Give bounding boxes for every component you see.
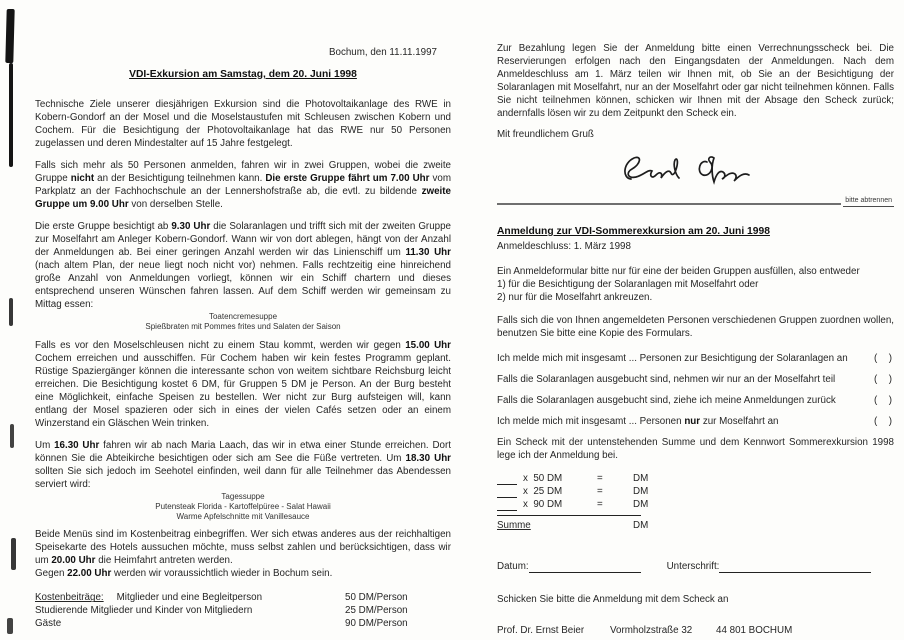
paragraph-goals: Technische Ziele unserer diesjährigen Exkursion sind die Photovoltaikanlage des RWE in Kobern-Gondorf an der Mosel und die Moselstaustufen mit Schleusen zwischen Kobern und Cochem. Für die Besichtigung der Photovoltaikanlage hat das RWE nur 50 Personen zugelassen und deren Mindestalter auf 15 Jahre festgelegt. — [35, 99, 451, 149]
signature-blank-field — [719, 562, 871, 573]
scan-artifact — [11, 538, 16, 570]
date-signature-row — [497, 560, 894, 573]
paragraph-groups: Falls sich mehr als 50 Personen anmelden, fahren wir in zwei Gruppen, wobei die zweite Gruppe nicht an der Besichtigung teilnehmen kann. Die erste Gruppe fährt um 7.00 Uhr vom Parkplatz an der Fachhochschule an der Lennershofstraße ab, die evtl. zu bildende zweite Gruppe um 9.00 Uhr von derselben Stelle. — [35, 160, 451, 210]
sum-total-row — [497, 515, 649, 532]
date-blank-field — [529, 562, 641, 573]
checkbox-field: ( ) — [874, 374, 894, 385]
cut-here-label: bitte abtrennen — [843, 197, 894, 207]
checkbox-field: ( ) — [874, 353, 894, 364]
equals-sign: = — [597, 473, 603, 484]
sum-row — [497, 472, 894, 485]
cost-row — [35, 591, 451, 604]
paragraph-dinner-cost: Beide Menüs sind im Kostenbeitrag einbegriffen. Wer sich etwas anderes aus der reichhaltigen Speisekarte des Hotels aussuchen möchte, muss selbst zahlen und berücksichtigen, dass wir um 20.00 Uhr die Heimfahrt antreten werden. — [35, 529, 451, 567]
lunch-menu-line: Spießbraten mit Pommes frites und Salaten der Saison — [145, 322, 341, 332]
sum-total: DM — [633, 473, 649, 484]
option-label: Ich melde mich mit insgesamt ... Personen zur Besichtigung der Solaranlagen an — [497, 353, 848, 364]
address-street: Vormholzstraße 32 — [610, 625, 693, 636]
sum-total: DM — [633, 486, 649, 497]
sum-unit: x 25 DM — [523, 486, 563, 497]
signature-label: Unterschrift: — [666, 561, 720, 572]
cost-row — [35, 604, 451, 617]
costs-label: Kostenbeiträge: — [35, 592, 104, 604]
letter-title: VDI-Exkursion am Samstag, dem 20. Juni 1998 — [129, 69, 357, 80]
form-option-fallback-boat — [497, 373, 894, 386]
dinner-menu-line: Warme Apfelschnitte mit Vanillesauce — [176, 512, 310, 522]
dinner-menu-line: Putensteak Florida - Kartoffelpüree - Salat Hawaii — [155, 501, 331, 511]
scan-artifact — [5, 9, 14, 63]
cost-price: 50 DM/Person — [345, 592, 408, 604]
form-intro-line: 1) für die Besichtigung der Solaranlagen mit Moselfahrt oder — [497, 279, 759, 290]
form-title: Anmeldung zur VDI-Sommerexkursion am 20. Juni 1998 — [497, 226, 770, 237]
scan-artifact — [7, 618, 13, 634]
quantity-blank-field — [497, 500, 517, 511]
form-deadline: Anmeldeschluss: 1. März 1998 — [497, 241, 631, 252]
address-name: Prof. Dr. Ernst Beier — [497, 625, 585, 636]
form-option-boat-only — [497, 415, 894, 428]
dinner-menu — [35, 492, 451, 523]
equals-sign: = — [597, 499, 603, 510]
paragraph-return: Gegen 22.00 Uhr werden wir voraussichtlich wieder in Bochum sein. — [35, 568, 333, 580]
sum-total: DM — [633, 499, 649, 510]
sum-row — [497, 485, 894, 498]
dinner-menu-line: Tagessuppe — [221, 491, 265, 501]
handwritten-signature-icon — [615, 149, 894, 193]
date-label: Datum: — [497, 561, 529, 572]
dateline: Bochum, den 11.11.1997 — [328, 47, 437, 58]
paragraph-maria-laach: Um 16.30 Uhr fahren wir ab nach Maria Laach, das wir in etwa einer Stunde erreichen. Dort können Sie die Abteikirche besichtigen oder sich am See die Füße vertreten. Um 18.30 Uhr sollten Sie sich jedoch im Seehotel einfinden, weil dann für alle Teilnehmer das Abendessen serviert wird: — [35, 439, 451, 490]
address-city: 44 801 BOCHUM — [716, 625, 793, 636]
cost-desc: Studierende Mitglieder und Kinder von Mitgliedern — [35, 605, 253, 617]
lunch-menu — [35, 312, 451, 333]
quantity-blank-field — [497, 474, 517, 485]
equals-sign: = — [597, 486, 603, 497]
cut-separator — [497, 197, 894, 207]
letter-page — [35, 46, 451, 630]
form-option-solar — [497, 352, 894, 365]
cost-price: 90 DM/Person — [345, 618, 408, 630]
scan-artifact — [9, 298, 13, 326]
separator-line — [497, 203, 841, 206]
form-option-withdraw — [497, 394, 894, 407]
scan-artifact — [10, 424, 14, 448]
form-intro-line: 2) nur für die Moselfahrt ankreuzen. — [497, 292, 653, 303]
form-intro-line: Ein Anmeldeformular bitte nur für eine der beiden Gruppen ausfüllen, also entweder — [497, 266, 860, 277]
copy-note: Falls sich die von Ihnen angemeldeten Personen verschiedenen Gruppen zuordnen wollen, benutzen Sie bitte eine Kopie des Formulars. — [497, 315, 894, 339]
check-note: Ein Scheck mit der untenstehenden Summe und dem Kennwort Sommerexkursion 1998 lege ich der Anmeldung bei. — [497, 437, 894, 461]
sum-unit: x 90 DM — [523, 499, 563, 510]
mailing-address — [497, 624, 894, 637]
send-note: Schicken Sie bitte die Anmeldung mit dem Scheck an — [497, 594, 729, 605]
reply-form-page — [497, 42, 894, 637]
scan-artifact — [9, 63, 13, 167]
sum-row — [497, 498, 894, 511]
cost-row — [35, 617, 451, 630]
paragraph-schedule-morning: Die erste Gruppe besichtigt ab 9.30 Uhr die Solaranlagen und trifft sich mit der zweiten Gruppe zur Moselfahrt am Anleger Kobern-Gondorf. Wann wir von dort ablegen, hängt von der Anzahl der Anmeldungen ab. Bei einer geringen Anzahl werden wir das Linienschiff um 11.30 Uhr (nach altem Plan, der neue liegt noch nicht vor) nehmen. Falls rechtzeitig eine hinreichend große Anzahl von Anmeldungen vorliegt, können wir ein Schiff chartern und dieses entsprechend unseren Wünschen fahren lassen. Auf dem Schiff werden wir gemeinsam zu Mittag essen: — [35, 221, 451, 310]
cost-price: 25 DM/Person — [345, 605, 408, 617]
paragraph-payment: Zur Bezahlung legen Sie der Anmeldung bitte einen Verrechnungsscheck bei. Die Reservierungen erfolgen nach den Eingangsdaten der Anmeldungen. Nach dem Anmeldeschluss am 1. März teilen wir Ihnen mit, ob Sie an der Besichtigung der Solaranlagen mit Moselfahrt, nur an der Moselfahrt oder gar nicht teilnehmen können. Falls Sie nicht teilnehmen können, schicken wir Ihnen mit der Absage den Scheck zurück; andernfalls lösen wir zu dem Zeitpunkt den Scheck ein. — [497, 43, 894, 119]
option-label: Falls die Solaranlagen ausgebucht sind, ziehe ich meine Anmeldungen zurück — [497, 395, 836, 406]
sum-unit: x 50 DM — [523, 473, 563, 484]
checkbox-field: ( ) — [874, 416, 894, 427]
sum-currency: DM — [633, 520, 649, 531]
lunch-menu-line: Toatencremesuppe — [208, 312, 278, 321]
option-label: Falls die Solaranlagen ausgebucht sind, nehmen wir nur an der Moselfahrt teil — [497, 374, 836, 385]
cost-desc: Gäste — [35, 618, 62, 630]
sum-table — [497, 472, 894, 532]
cost-table — [35, 591, 451, 630]
paragraph-cochem: Falls es vor den Moselschleusen nicht zu einem Stau kommt, werden wir gegen 15.00 Uhr Cochem erreichen und ausschiffen. Für Cochem haben wir kein festes Programm geplant. Rüstige Spaziergänger können die interessante schon von weitem sichtbare Reichsburg leicht erreichen. Die Besichtigung kostet 6 DM, für Gruppen 5 DM je Person. An der Burg besteht eine Möglichkeit, einfache Speisen zu bestellen. Wer nicht zur Burg aufsteigen will, kann entlang der Mosel spazieren oder sich in eines der vielen Cafés setzen oder an einem Winzerstand ein Gläschen Wein trinken. — [35, 339, 451, 429]
closing-salutation: Mit freundlichem Gruß — [497, 129, 594, 140]
quantity-blank-field — [497, 487, 517, 498]
option-label: Ich melde mich mit insgesamt ... Personen nur zur Moselfahrt an — [497, 416, 779, 427]
sum-label: Summe — [497, 520, 531, 531]
cost-desc: Mitglieder und eine Begleitperson — [116, 592, 263, 604]
checkbox-field: ( ) — [874, 395, 894, 406]
